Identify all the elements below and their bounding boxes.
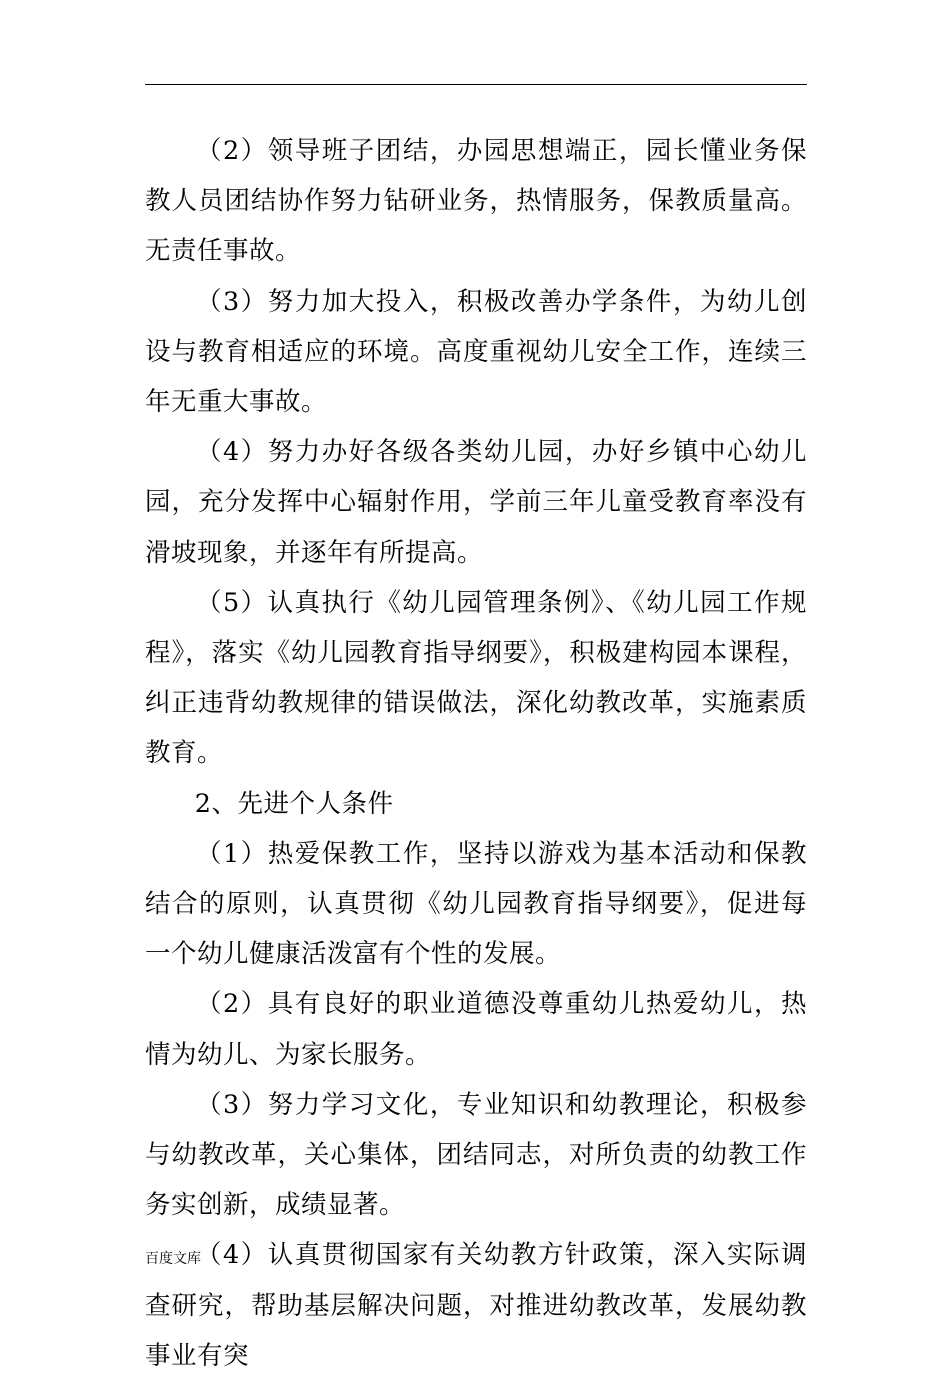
paragraph-individual-4: （4）认真贯彻国家有关幼教方针政策，深入实际调查研究，帮助基层解决问题，对推进幼教改革，发展幼教事业有突: [145, 1240, 807, 1371]
paragraph-individual-2: （2）具有良好的职业道德没尊重幼儿热爱幼儿，热情为幼儿、为家长服务。: [145, 989, 807, 1070]
paragraph-individual-3: （3）努力学习文化，专业知识和幼教理论，积极参与幼教改革，关心集体，团结同志，对所负责的幼教工作务实创新，成绩显著。: [145, 1089, 807, 1221]
paragraph-item-4: （4）努力办好各级各类幼儿园，办好乡镇中心幼儿园，充分发挥中心辐射作用，学前三年儿童受教育率没有滑坡现象，并逐年有所提高。: [145, 437, 807, 568]
footer-brand: 百度文库: [145, 1251, 201, 1267]
paragraph-item-3: （3）努力加大投入，积极改善办学条件，为幼儿创设与教育相适应的环境。高度重视幼儿安全工作，连续三年无重大事故。: [145, 286, 807, 418]
document-body: [145, 126, 807, 1381]
paragraph-item-2: （2）领导班子团结，办园思想端正，园长懂业务保教人员团结协作努力钻研业务，热情服务，保教质量高。无责任事故。: [145, 136, 807, 267]
header-rule: [145, 84, 807, 85]
section-heading: 2、先进个人条件: [194, 788, 394, 819]
paragraph-individual-1: （1）热爱保教工作，坚持以游戏为基本活动和保教结合的原则，认真贯彻《幼儿园教育指导纲要》，促进每一个幼儿健康活泼富有个性的发展。: [145, 838, 807, 970]
paragraph-item-5: （5）认真执行《幼儿园管理条例》、《幼儿园工作规程》，落实《幼儿园教育指导纲要》，积极建构园本课程，纠正违背幼教规律的错误做法，深化幼教改革，实施素质教育。: [145, 587, 807, 769]
